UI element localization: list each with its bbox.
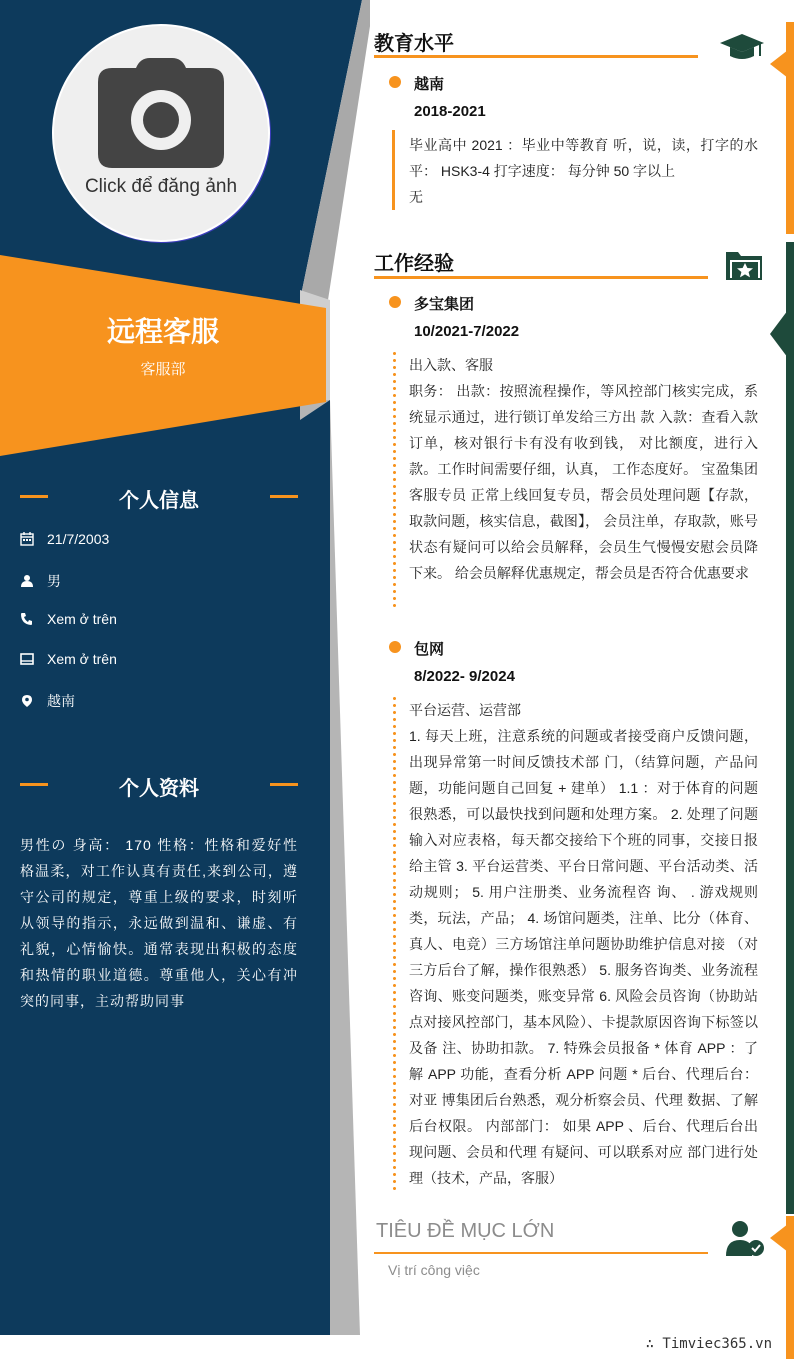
timeline-dotted-line	[393, 350, 396, 610]
edge-arrow	[770, 50, 788, 78]
footer-brand-text: Timviec365.vn	[662, 1336, 772, 1352]
footer-brand: ∴ Timviec365.vn	[645, 1336, 772, 1352]
timeline-line	[392, 130, 395, 210]
photo-caption: Click để đăng ảnh	[84, 176, 238, 197]
info-value: 21/7/2003	[47, 531, 110, 547]
location-pin-icon	[20, 694, 34, 708]
work-company: 包网	[414, 641, 445, 658]
info-phone	[20, 611, 117, 627]
work-description: 出入款、客服 职务： 出款：按照流程操作，等风控部门核实完成，系统显示通过，进行锁订单发给三方出 款 入款：查看入款订单，核对银行卡有没有收到钱， 对比额度，进行入款。工作时间需要仔细，认真， 工作态度好。 宝盈集团 客服专员 正常上线回复专员，帮会员处理问题【存款，取款问题，核实信息，截图】， 会员注单，存取款，账号状态有疑问可以给会员解释，会员生气慢慢安慰会员降下来。 给会员解释优惠规定，帮会员是否符合优惠要求	[409, 357, 758, 581]
work-period: 8/2022- 9/2024	[414, 668, 515, 685]
info-value: Xem ở trên	[47, 611, 117, 627]
phone-icon	[20, 612, 34, 626]
work-heading: 工作经验	[374, 253, 454, 275]
section-underline	[374, 55, 698, 58]
calendar-icon	[20, 532, 34, 546]
work-description: 平台运营、运营部 1. 每天上班，注意系统的问题或者接受商户反馈问题，出现异常第一时间反馈技术部 门，（结算问题，产品问题，功能问题自己回复 + 建单） 1.1 ：对于体育的问题很熟悉，可以最快找到问题和处理方案。 2. 处理了问题输入对应表格，每天都交接给下个班的同事，交接日报给主管 3. 平台运营类、平台日常问题、平台活动类、活动规则； 5. 用户注册类、业务流程咨 询、 . 游戏规则类，玩法，产品； 4. 场馆问题类，注单、比分（体育、真人、电竞）三方场馆注单问题协助维护信息对接 （对三方后台了解，操作很熟悉） 5. 服务咨询类、业务流程咨询、账变问题类，账变异常 6. 风险会员咨询（协助站点对接风控部门，基本风险）、卡提款原因咨询下标签以及备 注、协助扣款。 7. 特殊会员报备 * 体育 APP ：了解 APP 功能，查看分析 APP 问题 * 后台、代理后台：对亚 博集团后台熟悉，观分析察会员、代理 数据、了解后台权限。 内部部门： 如果 APP 、后台、代理后台出现问题、会员和代理 有疑问、可以联系对应 部门进行处理（技术，产品，客服）	[409, 702, 758, 1186]
large-section-heading: TIÊU ĐỀ MỤC LỚN	[376, 1220, 555, 1242]
department: 客服部	[140, 361, 186, 378]
education-description: 毕业高中 2021 ：毕业中等教育 听，说，读，打字的水平： HSK3-4 打字速度： 每分钟 50 字以上 无	[409, 137, 758, 205]
personal-profile-heading: 个人资料	[20, 772, 298, 801]
user-check-icon	[724, 1220, 766, 1256]
info-birthdate	[20, 531, 109, 547]
info-value: Xem ở trên	[47, 651, 117, 667]
timeline-dot	[389, 641, 401, 653]
education-period: 2018-2021	[414, 103, 486, 120]
info-email	[20, 651, 117, 667]
info-value: 男	[47, 573, 61, 589]
edge-arrow	[770, 1224, 788, 1252]
personal-info-heading: 个人信息	[20, 484, 298, 513]
email-icon	[20, 652, 34, 666]
user-icon	[20, 574, 34, 588]
education-school: 越南	[414, 76, 445, 93]
info-value: 越南	[47, 693, 75, 709]
large-section-subtitle: Vị trí công việc	[388, 1262, 480, 1278]
work-period: 10/2021-7/2022	[414, 323, 520, 340]
camera-icon	[98, 58, 224, 168]
job-title: 远程客服	[106, 316, 219, 347]
graduation-cap-icon	[720, 32, 764, 64]
education-heading: 教育水平	[374, 33, 454, 55]
briefcase-star-icon	[724, 248, 764, 282]
timeline-dotted-line	[393, 695, 396, 1190]
edge-bar-work	[786, 242, 794, 1214]
info-gender	[20, 571, 61, 591]
section-underline	[374, 1252, 708, 1254]
edge-arrow	[770, 310, 788, 358]
timeline-dot	[389, 296, 401, 308]
personal-profile-text: 男性の 身高： 170 性格：性格和爱好性格温柔，对工作认真有责任,来到公司，遵守公司的规定，尊重上级的要求，时刻听从领导的指示，永远做到温和、谦虚、有礼貌，心情愉快。通常表现出积极的态度和热情的职业道德。尊重他人，关心有冲突的同事，主动帮助同事	[20, 837, 298, 1009]
section-underline	[374, 276, 708, 279]
timeline-dot	[389, 76, 401, 88]
work-company: 多宝集团	[414, 296, 475, 313]
profile-photo-placeholder[interactable]	[52, 24, 270, 242]
info-address	[20, 691, 75, 711]
